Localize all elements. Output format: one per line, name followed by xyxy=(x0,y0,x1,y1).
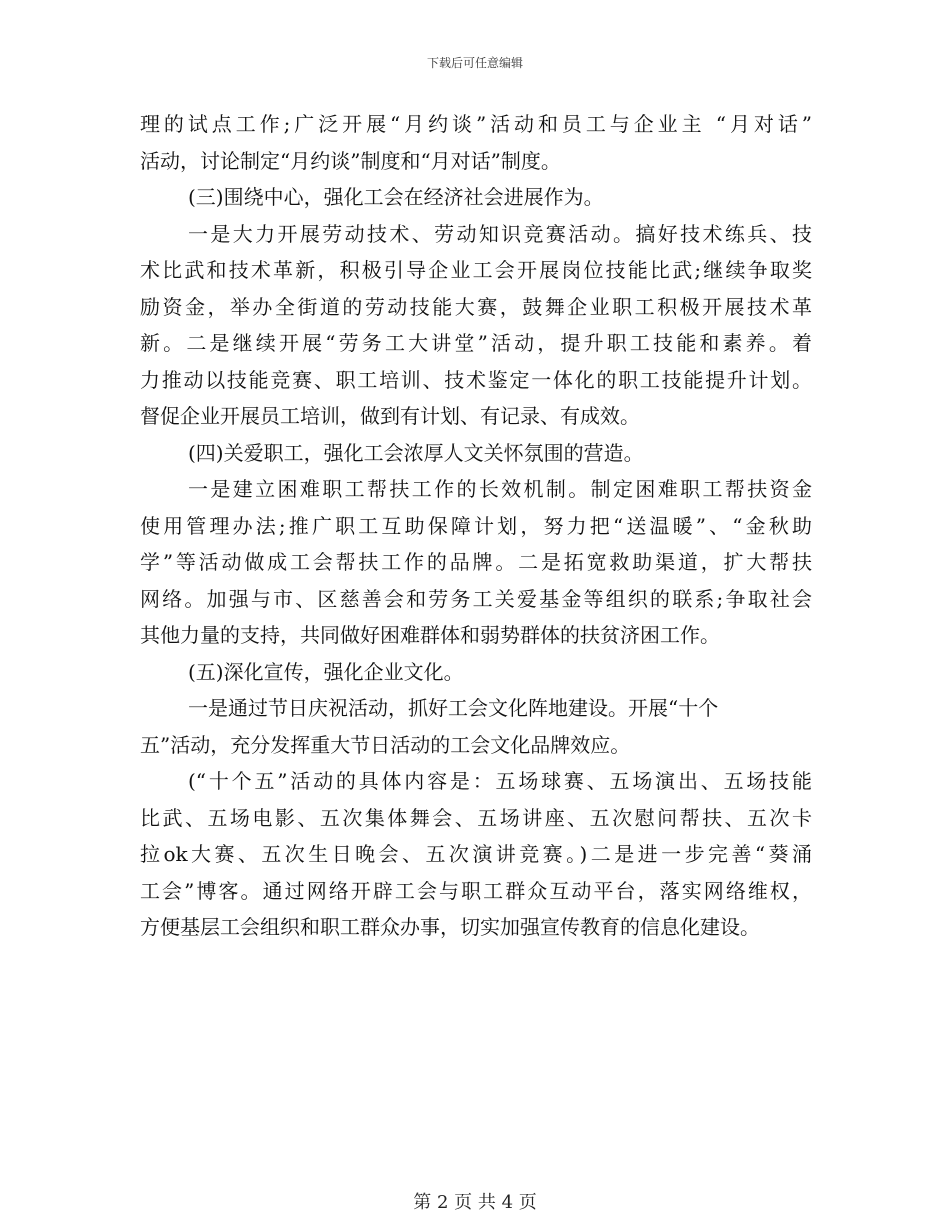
text-line: 力推动以技能竞赛、职工培训、技术鉴定一体化的职工技能提升计划。 xyxy=(140,367,812,392)
text-line: 活动，讨论制定“月约谈”制度和“月对话”制度。 xyxy=(140,148,561,173)
text-line: 使用管理办法;推广职工互助保障计划，努力把“送温暖”、“金秋助 xyxy=(140,513,812,538)
text-line: 励资金，举办全街道的劳动技能大赛，鼓舞企业职工积极开展技术革 xyxy=(140,294,812,319)
text-line: (“十个五”活动的具体内容是：五场球赛、五场演出、五场技能 xyxy=(188,769,812,793)
page-number-footer: 第 2 页 共 4 页 xyxy=(413,1192,537,1213)
text-line: 工会”博客。通过网络开辟工会与职工群众互动平台，落实网络维权， xyxy=(140,878,812,903)
text-line: 网络。加强与市、区慈善会和劳务工关爱基金等组织的联系;争取社会 xyxy=(140,586,812,611)
text-line: (五)深化宣传，强化企业文化。 xyxy=(188,659,464,684)
text-line: 理的试点工作;广泛开展“月约谈”活动和员工与企业主 “月对话” xyxy=(140,112,812,136)
text-line: 新。二是继续开展“劳务工大讲堂”活动，提升职工技能和素养。着 xyxy=(140,331,812,355)
text-line: 一是大力开展劳动技术、劳动知识竞赛活动。搞好技术练兵、技 xyxy=(188,221,812,246)
text-line: 拉ok大赛、五次生日晚会、五次演讲竞赛。)二是进一步完善“葵涌 xyxy=(140,842,812,866)
document-body xyxy=(140,106,812,946)
text-line: 一是建立困难职工帮扶工作的长效机制。制定困难职工帮扶资金 xyxy=(188,477,812,501)
text-line: 五”活动，充分发挥重大节日活动的工会文化品牌效应。 xyxy=(140,732,631,757)
text-line: 其他力量的支持，共同做好困难群体和弱势群体的扶贫济困工作。 xyxy=(140,623,720,647)
text-line: 术比武和技术革新，积极引导企业工会开展岗位技能比武;继续争取奖 xyxy=(140,258,812,282)
text-line: 一是通过节日庆祝活动，抓好工会文化阵地建设。开展“十个 xyxy=(188,696,719,720)
page-header-note: 下载后可任意编辑 xyxy=(426,56,523,70)
text-line: 比武、五场电影、五次集体舞会、五场讲座、五次慰问帮扶、五次卡 xyxy=(140,805,812,830)
text-line: (三)围绕中心，强化工会在经济社会进展作为。 xyxy=(188,185,604,209)
text-line: (四)关爱职工，强化工会浓厚人文关怀氛围的营造。 xyxy=(188,440,644,465)
text-line: 督促企业开展员工培训，做到有计划、有记录、有成效。 xyxy=(140,404,640,428)
text-line: 学”等活动做成工会帮扶工作的品牌。二是拓宽救助渠道，扩大帮扶 xyxy=(140,550,812,574)
text-line: 方便基层工会组织和职工群众办事，切实加强宣传教育的信息化建设。 xyxy=(140,915,760,939)
